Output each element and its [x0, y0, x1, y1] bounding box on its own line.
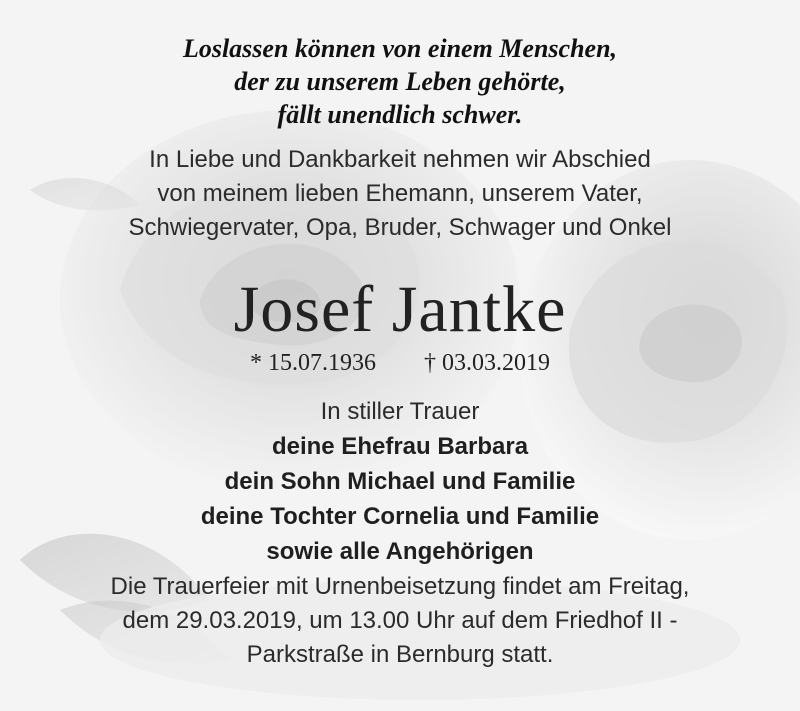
service-line: Die Trauerfeier mit Urnenbeisetzung findet am Freitag,	[110, 573, 690, 600]
motto-line: fällt unendlich schwer.	[277, 100, 523, 129]
mourner-name: dein Sohn Michael und Familie	[224, 468, 576, 495]
death-date: † 03.03.2019	[424, 350, 550, 376]
mourning-lead: In stiller Trauer	[320, 398, 480, 425]
motto-line: der zu unserem Leben gehörte,	[234, 67, 566, 96]
intro-line: von meinem lieben Ehemann, unserem Vater,	[157, 180, 643, 207]
intro-text	[0, 143, 800, 245]
service-line: Parkstraße in Bernburg statt.	[246, 641, 554, 668]
mourner-name: deine Tochter Cornelia und Familie	[200, 503, 600, 530]
mourner-name: deine Ehefrau Barbara	[271, 433, 529, 460]
service-info	[0, 570, 800, 672]
birth-date: * 15.07.1936	[250, 350, 376, 376]
service-line: dem 29.03.2019, um 13.00 Uhr auf dem Friedhof II -	[122, 607, 678, 634]
intro-line: In Liebe und Dankbarkeit nehmen wir Abschied	[149, 146, 651, 173]
mourner-name: sowie alle Angehörigen	[266, 538, 534, 565]
deceased-name: Josef Jantke	[233, 273, 567, 346]
motto-line: Loslassen können von einem Menschen,	[182, 34, 618, 63]
mourners-list	[0, 394, 800, 569]
life-dates	[0, 348, 800, 378]
motto-quote	[0, 32, 800, 131]
intro-line: Schwiegervater, Opa, Bruder, Schwager und Onkel	[128, 214, 672, 241]
